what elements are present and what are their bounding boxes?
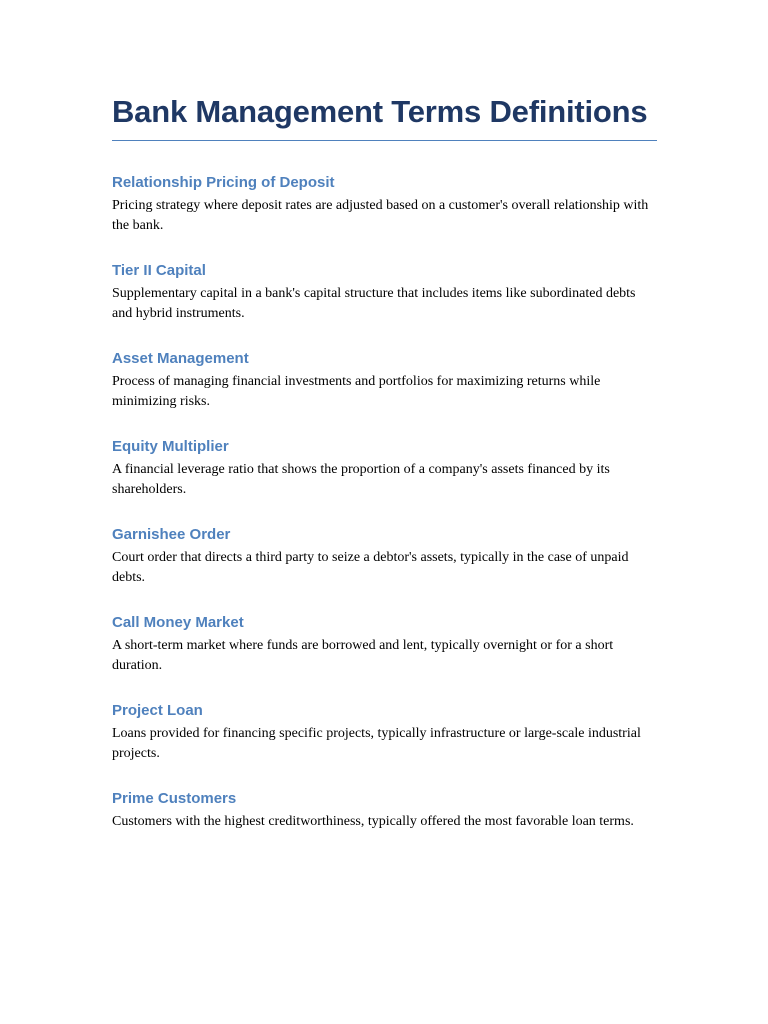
term-item [112, 173, 657, 235]
term-item [112, 261, 657, 323]
term-item [112, 525, 657, 587]
term-definition: Customers with the highest creditworthiness, typically offered the most favorable loan terms. [112, 814, 634, 829]
term-definition: Supplementary capital in a bank's capital structure that includes items like subordinated debts and hybrid instruments. [112, 286, 636, 321]
document-page [112, 92, 657, 858]
term-item [112, 437, 657, 499]
term-heading: Tier II Capital [112, 262, 206, 279]
term-definition: A short-term market where funds are borrowed and lent, typically overnight or for a short duration. [112, 638, 614, 673]
term-definition: Court order that directs a third party to seize a debtor's assets, typically in the case of unpaid debts. [112, 550, 629, 585]
term-heading: Equity Multiplier [112, 438, 229, 455]
term-item [112, 349, 657, 411]
term-heading: Relationship Pricing of Deposit [112, 174, 335, 191]
term-item [112, 789, 657, 832]
term-definition: Loans provided for financing specific projects, typically infrastructure or large-scale industrial projects. [112, 726, 641, 761]
term-heading: Project Loan [112, 702, 203, 719]
term-heading: Garnishee Order [112, 526, 231, 543]
term-definition: Process of managing financial investments and portfolios for maximizing returns while minimizing risks. [112, 374, 601, 409]
term-list [112, 173, 657, 832]
term-heading: Call Money Market [112, 614, 244, 631]
term-definition: Pricing strategy where deposit rates are adjusted based on a customer's overall relationship with the bank. [112, 198, 649, 233]
term-definition: A financial leverage ratio that shows the proportion of a company's assets financed by its shareholders. [112, 462, 610, 497]
term-item [112, 701, 657, 763]
document-title: Bank Management Terms Definitions [112, 92, 657, 141]
term-heading: Asset Management [112, 350, 249, 367]
term-item [112, 613, 657, 675]
term-heading: Prime Customers [112, 790, 237, 807]
